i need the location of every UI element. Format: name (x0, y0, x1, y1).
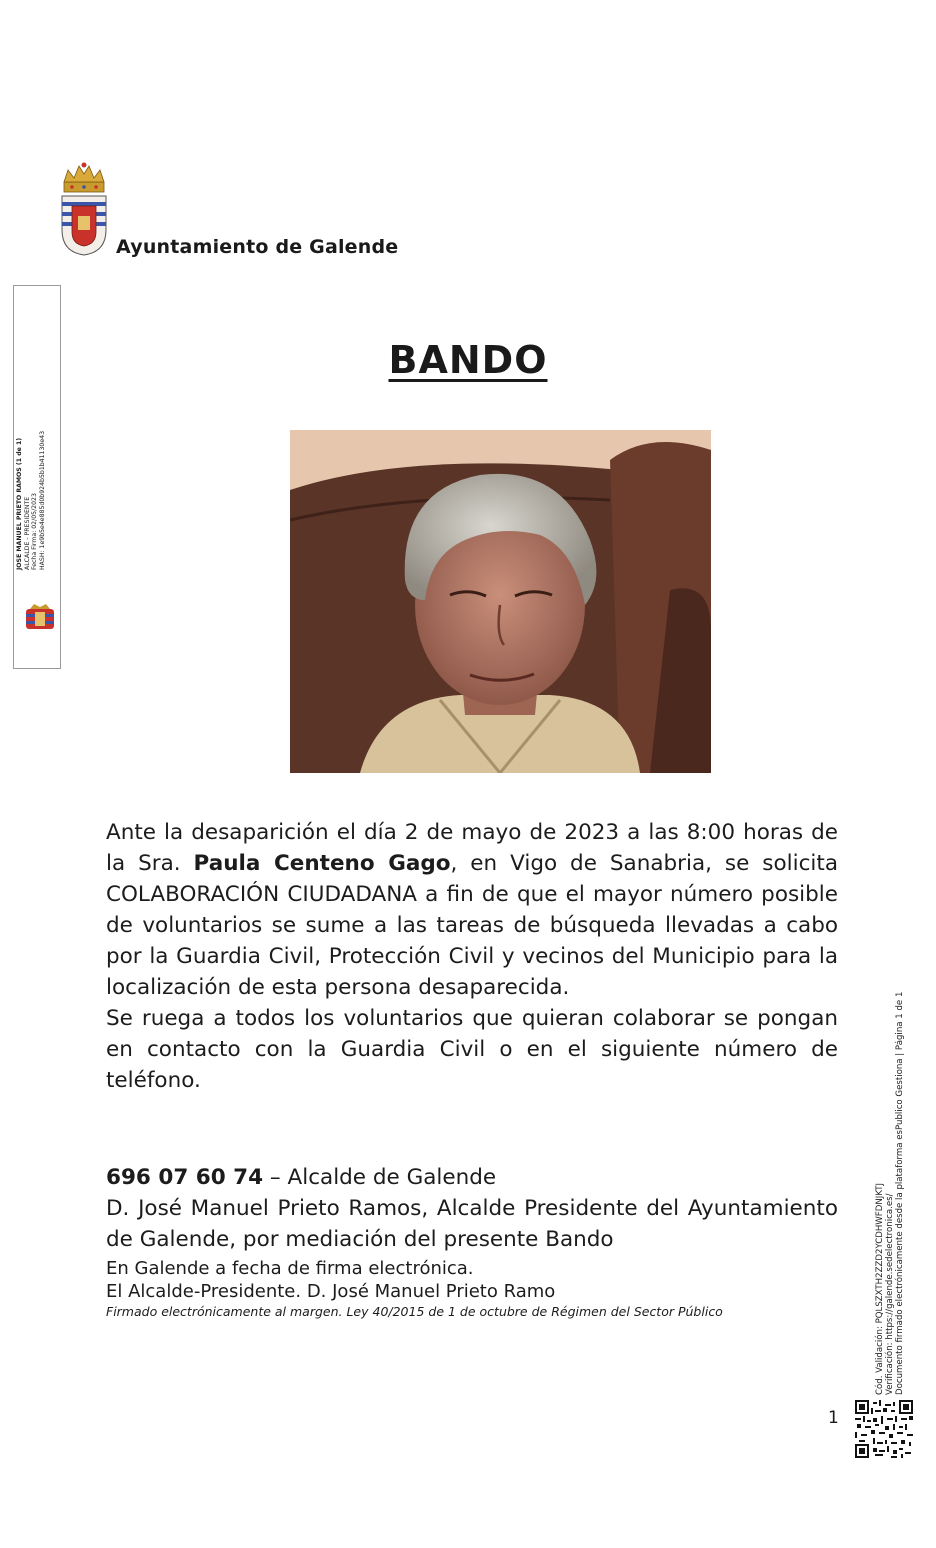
signer-line: El Alcalde-Presidente. D. José Manuel Prieto Ramo (106, 1281, 556, 1302)
validation-text (875, 991, 905, 1396)
document-title: BANDO (388, 338, 548, 382)
coat-of-arms-logo (58, 160, 110, 256)
organization-name: Ayuntamiento de Galende (116, 236, 399, 258)
signature-line-date: Fecha Firma: 02/05/2023 (31, 493, 38, 570)
missing-person-name: Paula Centeno Gago (193, 851, 451, 876)
body-paragraph-1: Ante la desaparición el día 2 de mayo de 2023 a las 8:00 horas de la Sra. Paula Centeno Gago, en Vigo de Sanabria, se solicita COLABORACIÓN CIUDADANA a fin de que el mayor número posible de voluntarios se sume a las tareas de búsqueda llevadas a cabo por la Guardia Civil, Protección Civil y vecinos del Municipio para la localización de esta persona desaparecida. (106, 820, 838, 1000)
validation-platform: Documento firmado electrónicamente desde la plataforma esPublico Gestiona | Página 1 de 1 (895, 991, 905, 1395)
phone-line: 696 07 60 74 – Alcalde de Galende (106, 1165, 497, 1190)
signature-stamp-text (16, 410, 46, 570)
signature-line-name: JOSE MANUEL PRIETO RAMOS (1 de 1) (16, 437, 23, 570)
phone-number: 696 07 60 74 (106, 1165, 264, 1190)
qr-code-icon (855, 1400, 913, 1458)
legal-footnote: Firmado electrónicamente al margen. Ley 40/2015 de 1 de octubre de Régimen del Sector Público (106, 1304, 723, 1319)
place-date-line: En Galende a fecha de firma electrónica. (106, 1258, 474, 1279)
stamp-crest-icon (22, 603, 62, 633)
missing-person-photo (290, 430, 711, 773)
page-number: 1 (828, 1408, 839, 1428)
body-paragraph-2: Se ruega a todos los voluntarios que quieran colaborar se pongan en contacto con la Guardia Civil o en el siguiente número de teléfono. (106, 1006, 838, 1093)
validation-code: Cód. Validación: PQLSZXTH2ZZD2YCDHWFDNJKTJ (875, 1182, 885, 1395)
body-text (106, 817, 838, 1096)
signature-line-hash: HASH: 1e9b5e4e885d0b924b5b1b41130e43 (38, 430, 46, 570)
validation-url: Verificación: https://galende.sedelectronica.es/ (885, 1193, 895, 1395)
mayor-signature-line: D. José Manuel Prieto Ramos, Alcalde Presidente del Ayuntamiento de Galende, por mediación del presente Bando (106, 1196, 838, 1252)
signature-line-role: ALCALDE - PRESIDENTE (23, 496, 31, 570)
contact-block (106, 1162, 838, 1255)
